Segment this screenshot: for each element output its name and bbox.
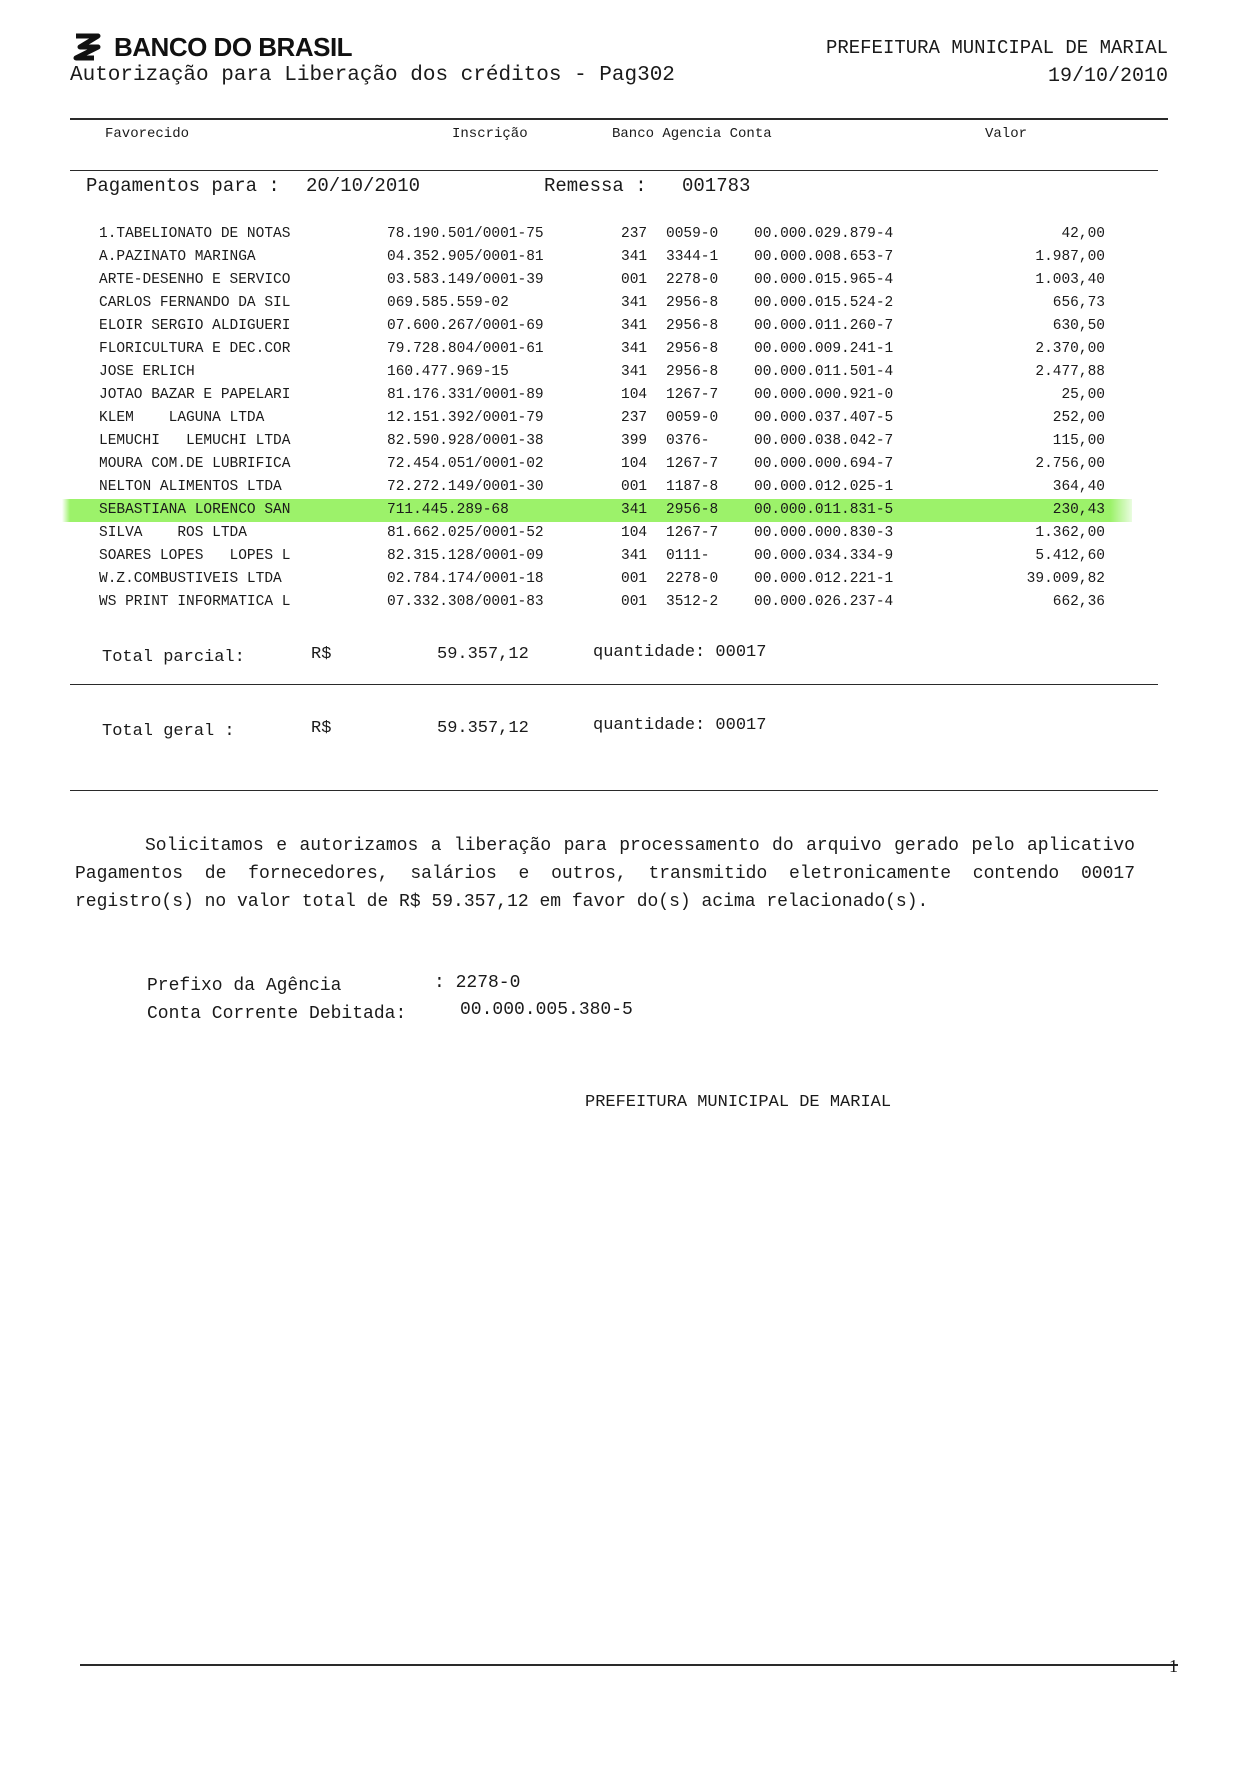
row-valor: 252,00 bbox=[1052, 410, 1105, 426]
row-banco: 104 bbox=[621, 387, 648, 403]
row-conta: 00.000.012.221-1 bbox=[754, 571, 894, 587]
row-inscricao: 04.352.905/0001-81 bbox=[387, 249, 544, 265]
row-conta: 00.000.000.694-7 bbox=[754, 456, 894, 472]
row-valor: 2.756,00 bbox=[1035, 456, 1105, 472]
row-inscricao: 79.728.804/0001-61 bbox=[387, 341, 544, 357]
row-banco: 237 bbox=[621, 226, 648, 242]
row-inscricao: 82.590.928/0001-38 bbox=[387, 433, 544, 449]
row-favorecido: NELTON ALIMENTOS LTDA bbox=[99, 479, 282, 495]
row-conta: 00.000.015.965-4 bbox=[754, 272, 894, 288]
row-inscricao: 72.454.051/0001-02 bbox=[387, 456, 544, 472]
table-row bbox=[0, 568, 1240, 591]
total-geral-amount: 59.357,12 bbox=[437, 719, 529, 738]
row-inscricao: 81.176.331/0001-89 bbox=[387, 387, 544, 403]
row-favorecido: KLEM LAGUNA LTDA bbox=[99, 410, 265, 426]
table-row bbox=[0, 315, 1240, 338]
table-row bbox=[0, 246, 1240, 269]
divider-footer bbox=[80, 1664, 1178, 1666]
row-inscricao: 02.784.174/0001-18 bbox=[387, 571, 544, 587]
row-agencia: 3512-2 bbox=[666, 594, 719, 610]
row-conta: 00.000.026.237-4 bbox=[754, 594, 894, 610]
row-favorecido: SEBASTIANA LORENCO SAN bbox=[99, 502, 291, 518]
row-conta: 00.000.000.830-3 bbox=[754, 525, 894, 541]
table-row bbox=[0, 522, 1240, 545]
row-agencia: 0059-0 bbox=[666, 226, 719, 242]
row-agencia: 1267-7 bbox=[666, 387, 719, 403]
row-valor: 1.003,40 bbox=[1035, 272, 1105, 288]
row-banco: 341 bbox=[621, 364, 648, 380]
row-valor: 115,00 bbox=[1052, 433, 1105, 449]
row-agencia: 1267-7 bbox=[666, 456, 719, 472]
total-parcial-quantidade: quantidade: 00017 bbox=[593, 643, 767, 662]
divider-columns bbox=[70, 170, 1158, 171]
row-inscricao: 07.600.267/0001-69 bbox=[387, 318, 544, 334]
row-conta: 00.000.008.653-7 bbox=[754, 249, 894, 265]
table-row bbox=[62, 499, 1132, 522]
row-conta: 00.000.037.407-5 bbox=[754, 410, 894, 426]
row-conta: 00.000.038.042-7 bbox=[754, 433, 894, 449]
total-geral-quantidade: quantidade: 00017 bbox=[593, 716, 767, 735]
row-favorecido: 1.TABELIONATO DE NOTAS bbox=[99, 226, 291, 242]
table-row bbox=[0, 384, 1240, 407]
row-inscricao: 12.151.392/0001-79 bbox=[387, 410, 544, 426]
table-row bbox=[0, 476, 1240, 499]
row-conta: 00.000.011.501-4 bbox=[754, 364, 894, 380]
row-favorecido: CARLOS FERNANDO DA SIL bbox=[99, 295, 291, 311]
bank-name: BANCO DO BRASIL bbox=[114, 31, 353, 62]
total-parcial-amount: 59.357,12 bbox=[437, 645, 529, 664]
row-inscricao: 81.662.025/0001-52 bbox=[387, 525, 544, 541]
issue-date: 19/10/2010 bbox=[1047, 65, 1168, 88]
divider-top bbox=[70, 118, 1168, 120]
row-favorecido: JOSE ERLICH bbox=[99, 364, 195, 380]
row-inscricao: 07.332.308/0001-83 bbox=[387, 594, 544, 610]
col-banco-agencia-conta: Banco Agencia Conta bbox=[612, 126, 772, 142]
row-banco: 001 bbox=[621, 571, 648, 587]
row-banco: 341 bbox=[621, 249, 648, 265]
authorization-paragraph bbox=[75, 832, 1135, 916]
row-favorecido: A.PAZINATO MARINGA bbox=[99, 249, 256, 265]
conta-value: 00.000.005.380-5 bbox=[460, 1000, 633, 1020]
table-row bbox=[0, 361, 1240, 384]
row-favorecido: JOTAO BAZAR E PAPELARI bbox=[99, 387, 291, 403]
row-banco: 341 bbox=[621, 548, 648, 564]
row-valor: 2.370,00 bbox=[1035, 341, 1105, 357]
row-valor: 25,00 bbox=[1061, 387, 1105, 403]
row-valor: 1.362,00 bbox=[1035, 525, 1105, 541]
row-agencia: 1187-8 bbox=[666, 479, 719, 495]
divider-totals bbox=[70, 684, 1158, 685]
row-banco: 001 bbox=[621, 272, 648, 288]
row-valor: 230,43 bbox=[1052, 502, 1105, 518]
row-agencia: 2956-8 bbox=[666, 318, 719, 334]
row-favorecido: LEMUCHI LEMUCHI LTDA bbox=[99, 433, 291, 449]
pagamentos-label: Pagamentos para : bbox=[86, 175, 280, 197]
table-row bbox=[0, 292, 1240, 315]
table-row bbox=[0, 223, 1240, 246]
total-geral-currency: R$ bbox=[311, 719, 332, 738]
row-agencia: 2278-0 bbox=[666, 571, 719, 587]
row-valor: 1.987,00 bbox=[1035, 249, 1105, 265]
row-valor: 656,73 bbox=[1052, 295, 1105, 311]
conta-label: Conta Corrente Debitada: bbox=[147, 1004, 407, 1024]
row-valor: 5.412,60 bbox=[1035, 548, 1105, 564]
row-agencia: 2956-8 bbox=[666, 295, 719, 311]
row-conta: 00.000.012.025-1 bbox=[754, 479, 894, 495]
row-inscricao: 03.583.149/0001-39 bbox=[387, 272, 544, 288]
row-favorecido: ARTE-DESENHO E SERVICO bbox=[99, 272, 291, 288]
row-favorecido: WS PRINT INFORMATICA L bbox=[99, 594, 291, 610]
row-banco: 104 bbox=[621, 456, 648, 472]
authorization-text: Solicitamos e autorizamos a liberação para processamento do arquivo gerado pelo aplicativo Pagamentos de fornecedores, salários e outros, transmitido eletronicamente contendo 00017 registro(s) no valor total de R$ 59.357,12 em favor do(s) acima relacionado(s). bbox=[75, 836, 1135, 912]
row-agencia: 0376- bbox=[666, 433, 710, 449]
table-row bbox=[0, 407, 1240, 430]
row-agencia: 2956-8 bbox=[666, 364, 719, 380]
row-agencia: 2278-0 bbox=[666, 272, 719, 288]
table-row bbox=[0, 591, 1240, 614]
row-conta: 00.000.029.879-4 bbox=[754, 226, 894, 242]
remessa-value: 001783 bbox=[682, 175, 751, 197]
row-favorecido: MOURA COM.DE LUBRIFICA bbox=[99, 456, 291, 472]
row-agencia: 3344-1 bbox=[666, 249, 719, 265]
row-banco: 341 bbox=[621, 318, 648, 334]
row-conta: 00.000.011.831-5 bbox=[754, 502, 894, 518]
row-inscricao: 069.585.559-02 bbox=[387, 295, 509, 311]
row-favorecido: SILVA ROS LTDA bbox=[99, 525, 247, 541]
row-banco: 001 bbox=[621, 479, 648, 495]
payments-table bbox=[0, 223, 1240, 614]
table-row bbox=[0, 269, 1240, 292]
row-inscricao: 711.445.289-68 bbox=[387, 502, 509, 518]
row-inscricao: 78.190.501/0001-75 bbox=[387, 226, 544, 242]
total-parcial-currency: R$ bbox=[311, 645, 332, 664]
remessa-label: Remessa : bbox=[544, 175, 647, 197]
col-favorecido: Favorecido bbox=[105, 126, 190, 142]
row-agencia: 0059-0 bbox=[666, 410, 719, 426]
row-agencia: 2956-8 bbox=[666, 341, 719, 357]
divider-bottom bbox=[70, 790, 1158, 791]
row-agencia: 1267-7 bbox=[666, 525, 719, 541]
bank-logo-icon bbox=[70, 32, 104, 62]
col-inscricao: Inscrição bbox=[452, 126, 528, 142]
row-banco: 237 bbox=[621, 410, 648, 426]
col-valor: Valor bbox=[985, 126, 1028, 142]
table-row bbox=[0, 453, 1240, 476]
row-valor: 630,50 bbox=[1052, 318, 1105, 334]
row-banco: 104 bbox=[621, 525, 648, 541]
page-number: 1 bbox=[1169, 1656, 1178, 1676]
row-inscricao: 160.477.969-15 bbox=[387, 364, 509, 380]
row-valor: 39.009,82 bbox=[1026, 571, 1105, 587]
table-row bbox=[0, 430, 1240, 453]
row-favorecido: ELOIR SERGIO ALDIGUERI bbox=[99, 318, 291, 334]
pagamentos-date: 20/10/2010 bbox=[306, 175, 421, 197]
row-conta: 00.000.000.921-0 bbox=[754, 387, 894, 403]
row-conta: 00.000.015.524-2 bbox=[754, 295, 894, 311]
total-geral-label: Total geral : bbox=[102, 722, 235, 741]
row-valor: 364,40 bbox=[1052, 479, 1105, 495]
row-inscricao: 82.315.128/0001-09 bbox=[387, 548, 544, 564]
row-inscricao: 72.272.149/0001-30 bbox=[387, 479, 544, 495]
signature-municipality: PREFEITURA MUNICIPAL DE MARIAL bbox=[585, 1093, 892, 1112]
row-valor: 42,00 bbox=[1061, 226, 1105, 242]
table-row bbox=[0, 545, 1240, 568]
row-banco: 399 bbox=[621, 433, 648, 449]
row-banco: 341 bbox=[621, 502, 648, 518]
total-parcial-label: Total parcial: bbox=[102, 648, 245, 667]
row-agencia: 0111- bbox=[666, 548, 710, 564]
prefixo-label: Prefixo da Agência bbox=[147, 976, 342, 996]
row-valor: 662,36 bbox=[1052, 594, 1105, 610]
row-conta: 00.000.011.260-7 bbox=[754, 318, 894, 334]
document-title: Autorização para Liberação dos créditos - Pag302 bbox=[70, 64, 675, 87]
row-favorecido: SOARES LOPES LOPES L bbox=[99, 548, 291, 564]
row-favorecido: W.Z.COMBUSTIVEIS LTDA bbox=[99, 571, 282, 587]
row-conta: 00.000.034.334-9 bbox=[754, 548, 894, 564]
row-banco: 341 bbox=[621, 341, 648, 357]
row-banco: 341 bbox=[621, 295, 648, 311]
row-banco: 001 bbox=[621, 594, 648, 610]
row-conta: 00.000.009.241-1 bbox=[754, 341, 894, 357]
table-row bbox=[0, 338, 1240, 361]
municipality-header: PREFEITURA MUNICIPAL DE MARIAL bbox=[825, 37, 1168, 59]
row-agencia: 2956-8 bbox=[666, 502, 719, 518]
bank-logo bbox=[70, 30, 352, 64]
row-favorecido: FLORICULTURA E DEC.COR bbox=[99, 341, 291, 357]
prefixo-value: : 2278-0 bbox=[434, 973, 521, 993]
row-valor: 2.477,88 bbox=[1035, 364, 1105, 380]
